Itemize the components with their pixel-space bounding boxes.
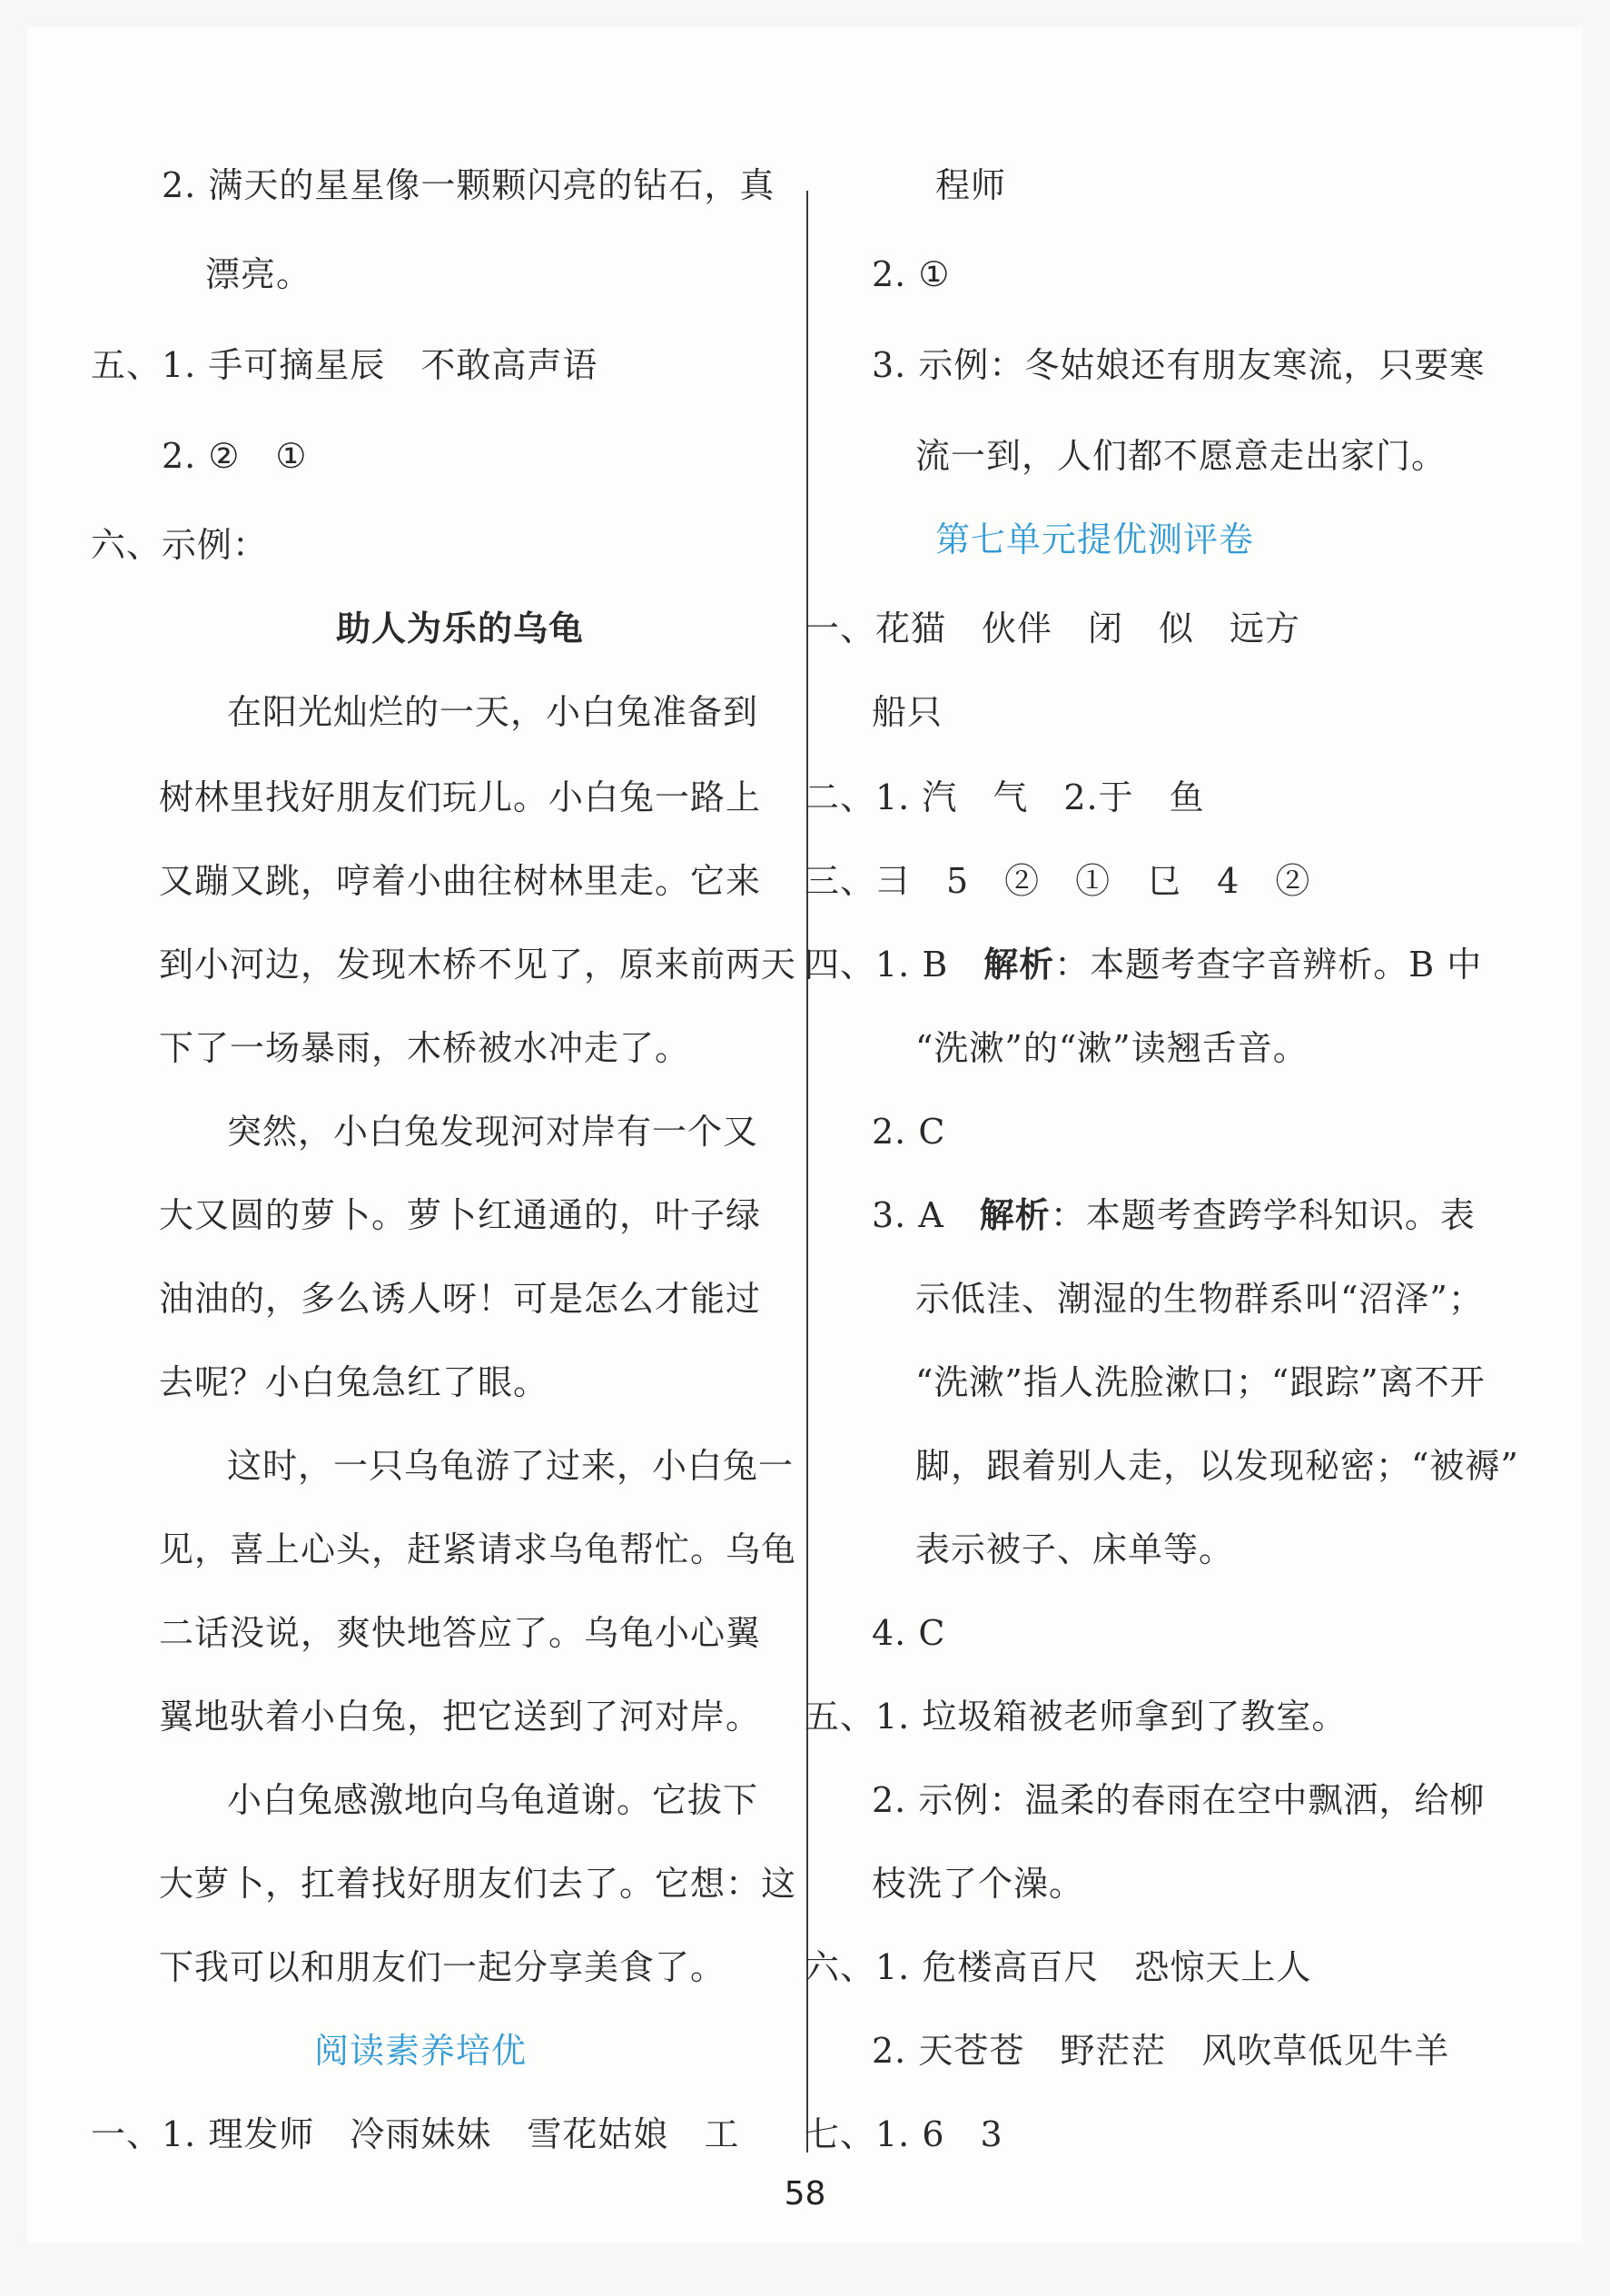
answer-text: 四、1. B [805,945,949,985]
text-line: 4. C [872,1613,946,1653]
text-line: 六、示例： [91,525,269,565]
analysis-label: 解析 [983,945,1055,985]
text-line: 2. C [872,1112,946,1152]
text-line: 翼地驮着小白兔，把它送到了河对岸。 [159,1697,762,1737]
text-line: 枝洗了个澡。 [872,1864,1085,1904]
text-line: 一、花猫 伙伴 闭 似 远方 [805,609,1301,648]
text-line: 这时，一只乌龟游了过来，小白兔一 [227,1446,795,1486]
text-line: 见，喜上心头，赶紧请求乌龟帮忙。乌龟 [159,1529,797,1569]
text-line: 小白兔感激地向乌龟道谢。它拔下 [227,1780,759,1820]
text-line: 突然，小白兔发现河对岸有一个又 [227,1112,759,1152]
text-line: 2. ① [872,254,951,294]
text-line [805,945,1482,985]
text-line: 大又圆的萝卜。萝卜红通通的，叶子绿 [159,1195,762,1235]
text-line: 六、1. 危楼高百尺 恐惊天上人 [805,1947,1312,1987]
section-heading: 阅读素养培优 [314,2031,528,2071]
text-line: 二话没说，爽快地答应了。乌龟小心翼 [159,1613,762,1653]
answer-page [27,27,1583,2243]
text-line: 三、⺕ 5 ② ① 㔾 4 ② [805,861,1311,901]
text-line: 油油的，多么诱人呀！可是怎么才能过 [159,1279,762,1319]
text-line: 表示被子、床单等。 [915,1529,1235,1569]
text-line: “洗漱”的“漱”读翘舌音。 [915,1028,1309,1068]
page-number: 58 [784,2175,826,2212]
text-line: 程师 [935,165,1007,205]
text-line: 五、1. 手可摘星辰 不敢高声语 [91,345,598,385]
text-line: 下我可以和朋友们一起分享美食了。 [159,1947,726,1987]
analysis-text: ：本题考查字音辨析。B 中 [1054,945,1483,985]
text-line: 2. 天苍苍 野茫茫 风吹草低见牛羊 [872,2031,1450,2071]
text-line: 脚，跟着别人走，以发现秘密；“被褥” [915,1446,1519,1486]
text-line: 船只 [872,692,943,732]
analysis-text: ：本题考查跨学科知识。表 [1050,1195,1476,1235]
text-line: 2. 示例：温柔的春雨在空中飘洒，给柳 [872,1780,1486,1820]
text-line: 示低洼、潮湿的生物群系叫“沼泽”； [915,1279,1484,1319]
text-line: 3. 示例：冬姑娘还有朋友寒流，只要寒 [872,345,1486,385]
text-line: 下了一场暴雨，木桥被水冲走了。 [159,1028,691,1068]
text-line [872,1195,1476,1235]
section-heading: 第七单元提优测评卷 [935,520,1255,559]
essay-title: 助人为乐的乌龟 [336,609,585,648]
analysis-label: 解析 [979,1195,1051,1235]
column-divider [806,191,808,2152]
text-line: 在阳光灿烂的一天，小白兔准备到 [227,692,759,732]
text-line: “洗漱”指人洗脸漱口；“跟踪”离不开 [915,1362,1486,1402]
text-line: 流一到，人们都不愿意走出家门。 [915,436,1447,476]
text-line: 二、1. 汽 气 2.于 鱼 [805,777,1205,817]
text-line: 到小河边，发现木桥不见了，原来前两天 [159,945,797,985]
text-line: 去呢？小白兔急红了眼。 [159,1362,549,1402]
text-line: 七、1. 6 3 [805,2114,1003,2154]
text-line: 一、1. 理发师 冷雨妹妹 雪花姑娘 工 [91,2114,740,2154]
text-line: 又蹦又跳，哼着小曲往树林里走。它来 [159,861,762,901]
text-line: 2. 满天的星星像一颗颗闪亮的钻石，真 [162,165,775,205]
text-line: 漂亮。 [205,254,312,294]
text-line: 五、1. 垃圾箱被老师拿到了教室。 [805,1697,1348,1737]
text-line: 树林里找好朋友们玩儿。小白兔一路上 [159,777,762,817]
answer-text: 3. A [872,1195,944,1235]
text-line: 2. ② ① [162,436,308,476]
text-line: 大萝卜，扛着找好朋友们去了。它想：这 [159,1864,797,1904]
